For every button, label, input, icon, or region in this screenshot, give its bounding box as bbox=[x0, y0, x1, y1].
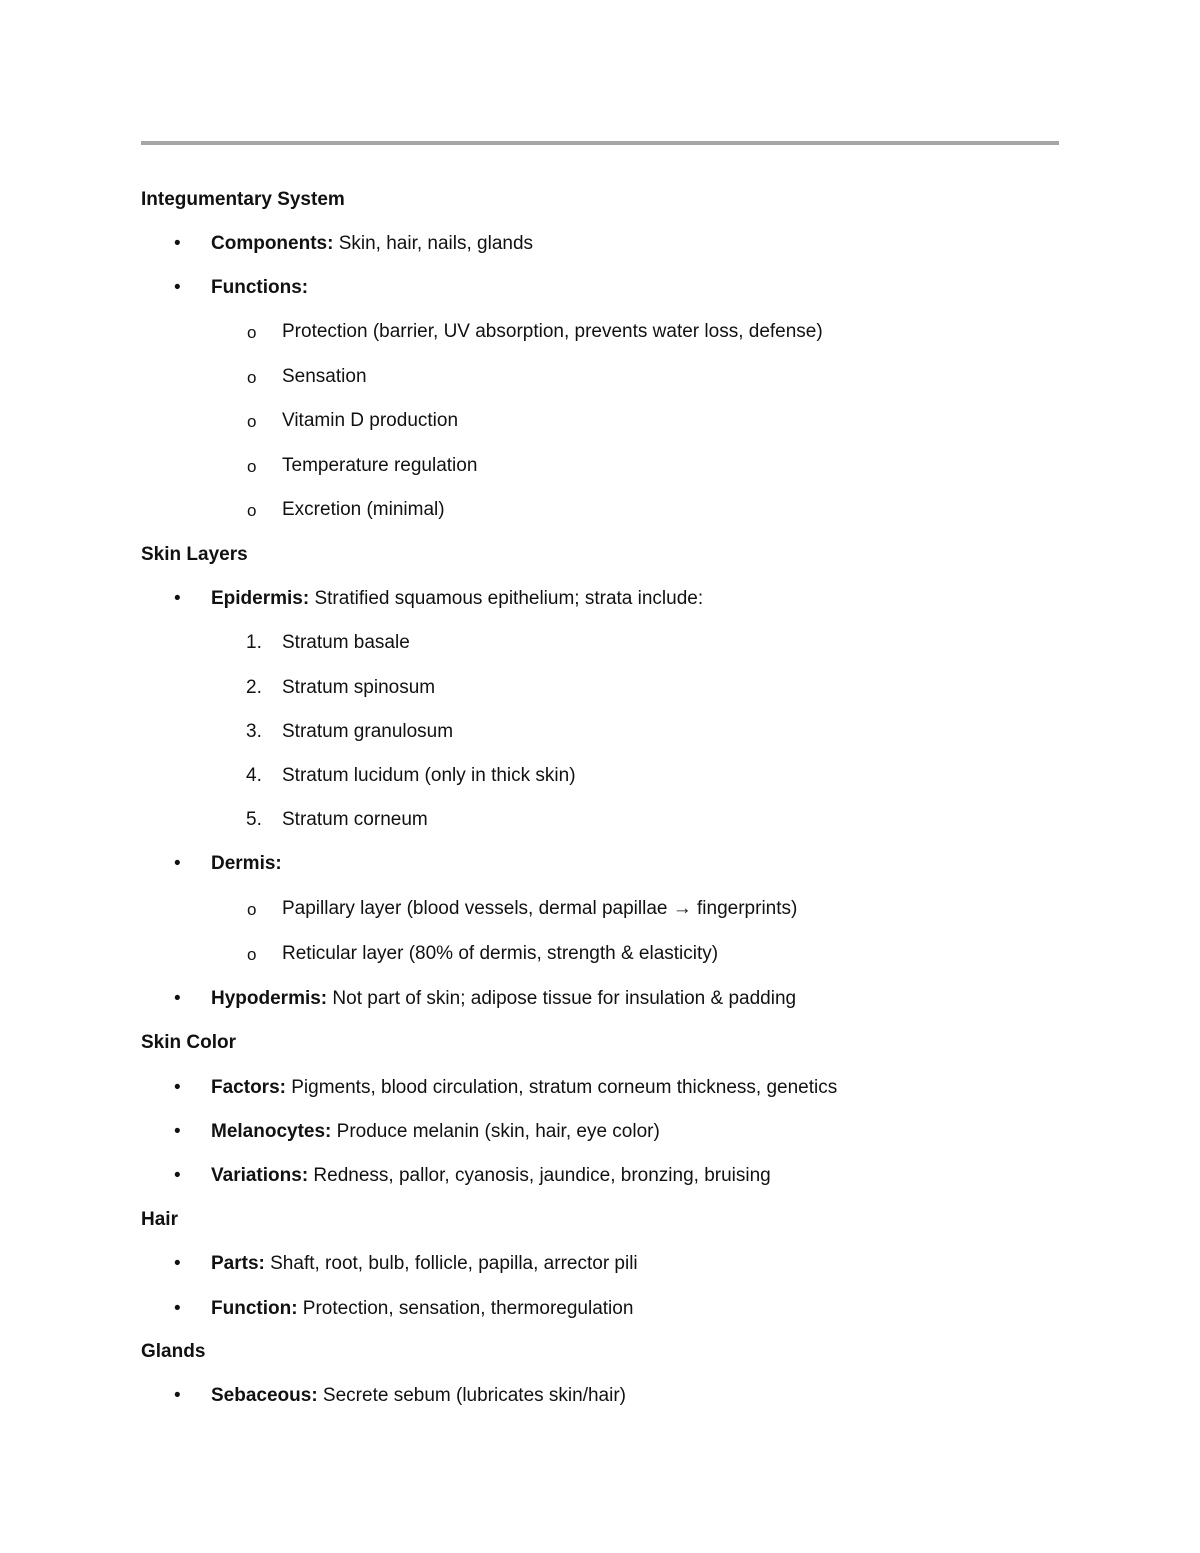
function-list-item: Temperature regulation bbox=[282, 455, 478, 476]
function-label: Function: bbox=[211, 1298, 298, 1319]
sub-bullet-icon: o bbox=[247, 501, 257, 520]
components-text: Skin, hair, nails, glands bbox=[333, 233, 534, 254]
factors-label: Factors: bbox=[211, 1077, 286, 1098]
sub-bullet-icon: o bbox=[247, 900, 257, 919]
sub-bullet-icon: o bbox=[247, 945, 257, 964]
components-label: Components: bbox=[211, 233, 334, 254]
functions-label: Functions: bbox=[211, 277, 309, 298]
sub-bullet-icon: o bbox=[247, 457, 257, 476]
variations-item bbox=[211, 1164, 771, 1188]
bullet-icon: • bbox=[174, 1165, 181, 1186]
list-number: 4. bbox=[246, 765, 262, 786]
bullet-icon: • bbox=[174, 1298, 181, 1319]
melanocytes-item bbox=[211, 1120, 660, 1144]
strata-list-item: Stratum granulosum bbox=[282, 721, 454, 742]
function-list-item: Sensation bbox=[282, 366, 367, 387]
hypodermis-item bbox=[211, 987, 796, 1011]
function-text: Protection, sensation, thermoregulation bbox=[297, 1298, 634, 1319]
sebaceous-item bbox=[211, 1384, 626, 1408]
strata-list-item: Stratum corneum bbox=[282, 809, 428, 830]
variations-text: Redness, pallor, cyanosis, jaundice, bronzing, bruising bbox=[308, 1165, 771, 1186]
bullet-icon: • bbox=[174, 853, 181, 874]
header-divider bbox=[141, 141, 1059, 145]
parts-text: Shaft, root, bulb, follicle, papilla, arrector pili bbox=[264, 1253, 638, 1274]
sub-bullet-icon: o bbox=[247, 368, 257, 387]
epidermis-label: Epidermis: bbox=[211, 588, 310, 609]
sub-bullet-icon: o bbox=[247, 412, 257, 431]
factors-text: Pigments, blood circulation, stratum corneum thickness, genetics bbox=[285, 1077, 838, 1098]
strata-list-item: Stratum spinosum bbox=[282, 677, 436, 698]
bullet-icon: • bbox=[174, 988, 181, 1009]
epidermis-text: Stratified squamous epithelium; strata include: bbox=[309, 588, 704, 609]
bullet-icon: • bbox=[174, 1121, 181, 1142]
strata-list-item: Stratum basale bbox=[282, 632, 410, 653]
bullet-icon: • bbox=[174, 233, 181, 254]
parts-item bbox=[211, 1252, 638, 1276]
section-heading-hair: Hair bbox=[141, 1209, 178, 1230]
bullet-icon: • bbox=[174, 1385, 181, 1406]
function-list-item: Protection (barrier, UV absorption, prevents water loss, defense) bbox=[282, 321, 823, 342]
section-heading-glands: Glands bbox=[141, 1341, 206, 1362]
functions-item bbox=[211, 276, 308, 300]
function-list-item: Vitamin D production bbox=[282, 410, 459, 431]
list-number: 5. bbox=[246, 809, 262, 830]
sub-bullet-icon: o bbox=[247, 323, 257, 342]
factors-item bbox=[211, 1076, 837, 1100]
dermis-list-item: Papillary layer (blood vessels, dermal papillae → fingerprints) bbox=[282, 898, 798, 919]
bullet-icon: • bbox=[174, 1077, 181, 1098]
parts-label: Parts: bbox=[211, 1253, 265, 1274]
function-list-item: Excretion (minimal) bbox=[282, 499, 445, 520]
sebaceous-label: Sebaceous: bbox=[211, 1385, 318, 1406]
bullet-icon: • bbox=[174, 588, 181, 609]
list-number: 2. bbox=[246, 677, 262, 698]
components-item bbox=[211, 232, 533, 256]
dermis-item bbox=[211, 852, 282, 876]
dermis-label: Dermis: bbox=[211, 853, 282, 874]
sebaceous-text: Secrete sebum (lubricates skin/hair) bbox=[317, 1385, 626, 1406]
section-heading-skin-layers: Skin Layers bbox=[141, 544, 248, 565]
strata-list-item: Stratum lucidum (only in thick skin) bbox=[282, 765, 576, 786]
hypodermis-text: Not part of skin; adipose tissue for insulation & padding bbox=[327, 988, 797, 1009]
dermis-list-item: Reticular layer (80% of dermis, strength & elasticity) bbox=[282, 943, 719, 964]
melanocytes-label: Melanocytes: bbox=[211, 1121, 332, 1142]
epidermis-item bbox=[211, 587, 703, 611]
bullet-icon: • bbox=[174, 1253, 181, 1274]
list-number: 1. bbox=[246, 632, 262, 653]
bullet-icon: • bbox=[174, 277, 181, 298]
section-heading-skin-color: Skin Color bbox=[141, 1032, 237, 1053]
section-heading-integumentary: Integumentary System bbox=[141, 189, 345, 210]
function-item bbox=[211, 1297, 633, 1321]
variations-label: Variations: bbox=[211, 1165, 309, 1186]
list-number: 3. bbox=[246, 721, 262, 742]
hypodermis-label: Hypodermis: bbox=[211, 988, 328, 1009]
melanocytes-text: Produce melanin (skin, hair, eye color) bbox=[331, 1121, 660, 1142]
